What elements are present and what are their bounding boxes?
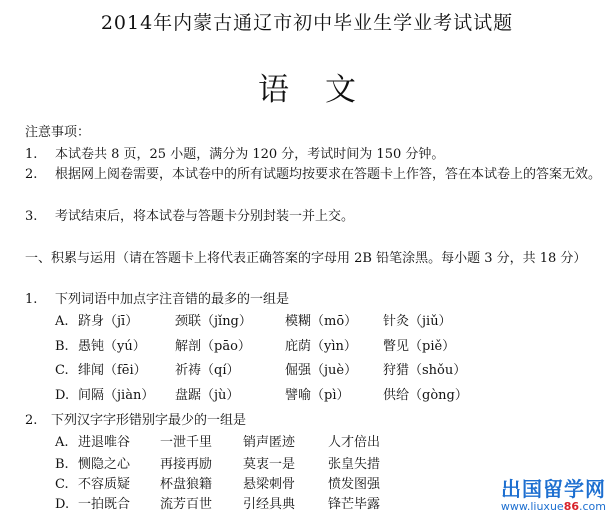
option-item: 瞥见（piě） bbox=[383, 339, 456, 354]
option-item: 张皇失措 bbox=[328, 457, 381, 472]
question-2 bbox=[25, 412, 246, 430]
option-item: 解剖（pāo） bbox=[175, 339, 251, 354]
site-watermark bbox=[501, 478, 606, 513]
option-item: 人才倍出 bbox=[328, 435, 381, 450]
watermark-url bbox=[501, 500, 606, 513]
watermark-url-prefix: www.liuxue bbox=[500, 500, 564, 513]
option-item: 愤发图强 bbox=[328, 477, 381, 492]
option-item: 针灸（jiǔ） bbox=[383, 314, 452, 329]
option-item: 恻隐之心 bbox=[78, 457, 131, 472]
question-stem: 下列汉字字形错别字最少的一组是 bbox=[51, 413, 247, 428]
option-item: 倔强（juè） bbox=[285, 363, 358, 378]
option-item: 供给（gòng） bbox=[383, 388, 468, 403]
note-text: 根据网上阅卷需要，本试卷中的所有试题均按要求在答题卡上作答，答在本试卷上的答案无效。 bbox=[55, 167, 602, 182]
question-number: 1. bbox=[25, 292, 38, 307]
note-item-3 bbox=[25, 208, 600, 226]
option-item: 杯盘狼籍 bbox=[160, 477, 213, 492]
option-item: 引经具典 bbox=[243, 497, 296, 512]
option-letter: D. bbox=[55, 497, 70, 512]
notes-heading: 注意事项： bbox=[25, 125, 91, 140]
subject-title: 语文 bbox=[258, 72, 392, 108]
option-item: 模糊（mō） bbox=[285, 314, 358, 329]
option-item: 悬梁刺骨 bbox=[243, 477, 296, 492]
note-number: 2. bbox=[25, 167, 38, 182]
note-number: 1. bbox=[25, 147, 38, 162]
option-item: 跻身（jī） bbox=[78, 314, 139, 329]
question-stem: 下列词语中加点字注音错的最多的一组是 bbox=[55, 292, 290, 307]
option-letter: D. bbox=[55, 388, 70, 403]
section-heading: 一、积累与运用（请在答题卡上将代表正确答案的字母用 2B 铅笔涂黑。每小题 3 分，共 18 分） bbox=[25, 251, 587, 266]
exam-title: 2014年内蒙古通辽市初中毕业生学业考试试题 bbox=[100, 12, 514, 34]
option-letter: C. bbox=[55, 477, 69, 492]
option-letter: B. bbox=[55, 339, 69, 354]
option-letter: B. bbox=[55, 457, 69, 472]
option-item: 譬喻（pì） bbox=[285, 388, 350, 403]
option-item: 盘踞（jù） bbox=[175, 388, 240, 403]
option-item: 一拍既合 bbox=[78, 497, 131, 512]
note-item-2 bbox=[25, 166, 605, 184]
option-item: 再接再励 bbox=[160, 457, 213, 472]
option-letter: A. bbox=[55, 314, 69, 329]
option-item: 祈祷（qí） bbox=[175, 363, 240, 378]
option-item: 间隔（jiàn） bbox=[78, 388, 155, 403]
option-item: 颈联（jǐng） bbox=[175, 314, 252, 329]
option-item: 庇荫（yìn） bbox=[285, 339, 357, 354]
option-item: 销声匿迹 bbox=[243, 435, 296, 450]
question-1 bbox=[25, 291, 289, 309]
option-item: 不容质疑 bbox=[78, 477, 131, 492]
option-item: 进退唯谷 bbox=[78, 435, 131, 450]
option-item: 绯闻（fēi） bbox=[78, 363, 147, 378]
option-item: 流芳百世 bbox=[160, 497, 213, 512]
note-item-1 bbox=[25, 146, 600, 164]
option-item: 一泄千里 bbox=[160, 435, 213, 450]
option-item: 愚钝（yú） bbox=[78, 339, 146, 354]
note-text: 本试卷共 8 页，25 小题，满分为 120 分，考试时间为 150 分钟。 bbox=[55, 147, 445, 162]
note-text: 考试结束后，将本试卷与答题卡分别封装一并上交。 bbox=[55, 209, 355, 224]
option-letter: C. bbox=[55, 363, 69, 378]
watermark-title: 出国留学网 bbox=[501, 477, 606, 501]
watermark-url-highlight: 86 bbox=[563, 500, 579, 513]
question-number: 2. bbox=[25, 413, 38, 428]
option-item: 狩猎（shǒu） bbox=[383, 363, 467, 378]
watermark-url-suffix: .com bbox=[579, 500, 606, 513]
note-number: 3. bbox=[25, 209, 38, 224]
option-item: 莫衷一是 bbox=[243, 457, 296, 472]
option-letter: A. bbox=[55, 435, 69, 450]
option-item: 锋芒毕露 bbox=[328, 497, 381, 512]
